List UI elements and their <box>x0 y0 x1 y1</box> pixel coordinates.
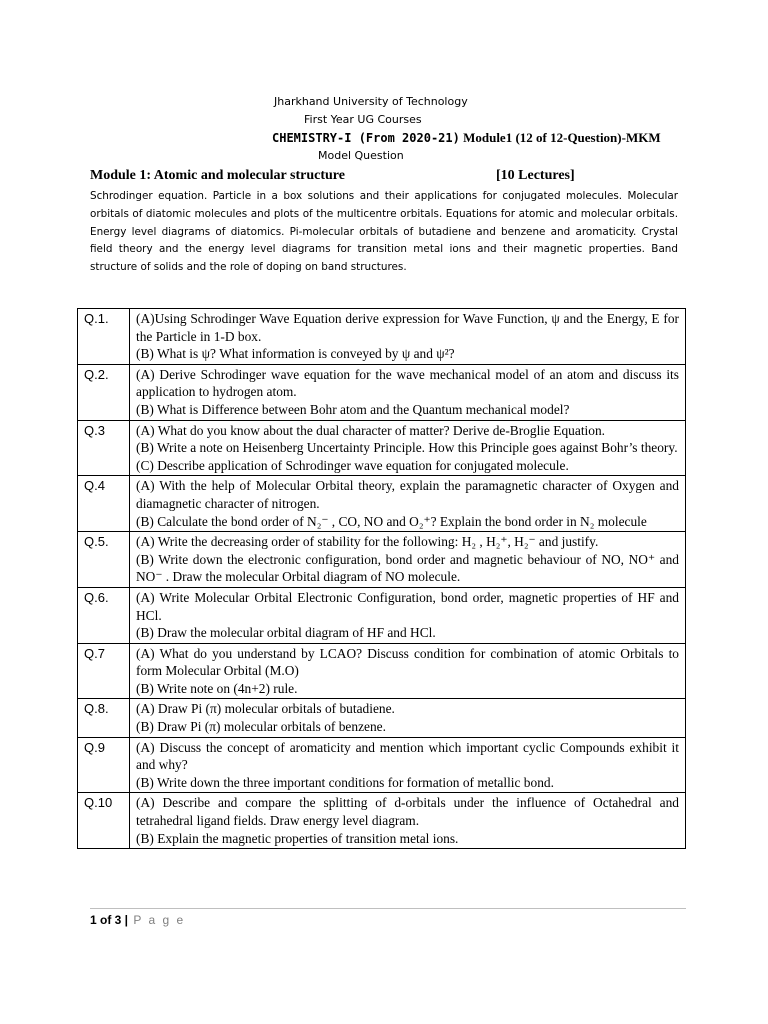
question-part: (A) Draw Pi (π) molecular orbitals of butadiene. <box>136 701 395 717</box>
question-part: (B) Explain the magnetic properties of transition metal ions. <box>136 830 459 846</box>
table-row <box>78 587 686 643</box>
question-part: (B) Write down the electronic configuration, bond order and magnetic behaviour of NO, NO⁺ and NO⁻ . Draw the molecular Orbital diagram of NO molecule. <box>136 551 679 585</box>
subject-title: CHEMISTRY-I (From 2020-21) <box>272 131 460 145</box>
question-part: (B) What is ψ? What information is conveyed by ψ and ψ²? <box>136 346 455 362</box>
table-row <box>78 309 686 365</box>
question-part: (A) Derive Schrodinger wave equation for the wave mechanical model of an atom and discuss its application to hydrogen atom. <box>136 366 679 400</box>
question-number: Q.7 <box>78 643 130 699</box>
page-number: 1 of 3 | <box>90 913 129 927</box>
table-row <box>78 476 686 532</box>
question-part: (B) Write a note on Heisenberg Uncertainty Principle. How this Principle goes against Bohr’s theory. <box>136 440 678 456</box>
question-number: Q.5. <box>78 532 130 588</box>
question-part: (B) Write down the three important conditions for formation of metallic bond. <box>136 774 554 790</box>
module-info: Module1 (12 of 12-Question)-MKM <box>459 130 661 145</box>
page-footer <box>90 913 185 927</box>
question-part: (B) Calculate the bond order of N₂⁻ , CO, NO and O₂⁺? Explain the bond order in N₂ molecule <box>136 513 647 529</box>
question-text <box>130 587 686 643</box>
question-part: (B) What is Difference between Bohr atom and the Quantum mechanical model? <box>136 401 570 417</box>
question-part: (B) Draw Pi (π) molecular orbitals of benzene. <box>136 719 386 735</box>
paper-type: Model Question <box>318 149 404 162</box>
question-part: (A) Write the decreasing order of stability for the following: H₂ , H₂⁺, H₂⁻ and justify. <box>136 534 599 550</box>
question-part: (A) What do you know about the dual character of matter? Derive de-Broglie Equation. <box>136 422 605 438</box>
question-text <box>130 793 686 849</box>
table-row <box>78 643 686 699</box>
question-part: (A)Using Schrodinger Wave Equation derive expression for Wave Function, ψ and the Energy, E for the Particle in 1-D box. <box>136 311 679 344</box>
question-part: (A) Describe and compare the splitting of d-orbitals under the influence of Octahedral and tetrahedral ligand fields. Draw energy level diagram. <box>136 795 679 829</box>
question-number: Q.4 <box>78 476 130 532</box>
university-name: Jharkhand University of Technology <box>274 95 468 108</box>
subject-line <box>272 130 661 146</box>
question-part: (A) Write Molecular Orbital Electronic Configuration, bond order, magnetic properties of HF and HCl. <box>136 589 679 623</box>
table-row <box>78 793 686 849</box>
question-part: (A) Discuss the concept of aromaticity and mention which important cyclic Compounds exhibit it and why? <box>136 739 679 773</box>
table-row <box>78 699 686 737</box>
module-syllabus: Schrodinger equation. Particle in a box solutions and their applications for conjugated molecules. Molecular orbitals of diatomic molecules and plots of the multicentre orbitals. Equations for atomic and molecular orbitals. Energy level diagrams of diatomics. Pi-molecular orbitals of butadiene and benzene and aromaticity. Crystal field theory and the energy level diagrams for transition metal ions and their magnetic properties. Band structure of solids and the role of doping on band structures. <box>90 190 678 274</box>
question-number: Q.9 <box>78 737 130 793</box>
module-title: Module 1: Atomic and molecular structure <box>90 168 345 183</box>
question-table <box>77 308 686 849</box>
question-text <box>130 643 686 699</box>
question-number: Q.8. <box>78 699 130 737</box>
question-number: Q.3 <box>78 420 130 476</box>
question-part: (A) What do you understand by LCAO? Discuss condition for combination of atomic Orbitals to form Molecular Orbital (M.O) <box>136 645 679 679</box>
question-text <box>130 309 686 365</box>
table-row <box>78 420 686 476</box>
question-text <box>130 532 686 588</box>
question-text <box>130 420 686 476</box>
course-name: First Year UG Courses <box>304 113 422 126</box>
question-text <box>130 699 686 737</box>
question-part: (B) Write note on (4n+2) rule. <box>136 680 298 696</box>
page-label: P a g e <box>128 913 186 927</box>
module-lectures: [10 Lectures] <box>496 168 575 183</box>
question-text <box>130 476 686 532</box>
table-row <box>78 737 686 793</box>
question-number: Q.10 <box>78 793 130 849</box>
table-row <box>78 364 686 420</box>
table-row <box>78 532 686 588</box>
question-text <box>130 364 686 420</box>
question-number: Q.6. <box>78 587 130 643</box>
footer-divider <box>90 908 686 909</box>
question-number: Q.1. <box>78 309 130 365</box>
question-text <box>130 737 686 793</box>
question-number: Q.2. <box>78 364 130 420</box>
question-part: (C) Describe application of Schrodinger wave equation for conjugated molecule. <box>136 457 569 473</box>
question-part: (A) With the help of Molecular Orbital theory, explain the paramagnetic character of Oxygen and diamagnetic character of nitrogen. <box>136 478 679 511</box>
question-part: (B) Draw the molecular orbital diagram of HF and HCl. <box>136 625 436 641</box>
